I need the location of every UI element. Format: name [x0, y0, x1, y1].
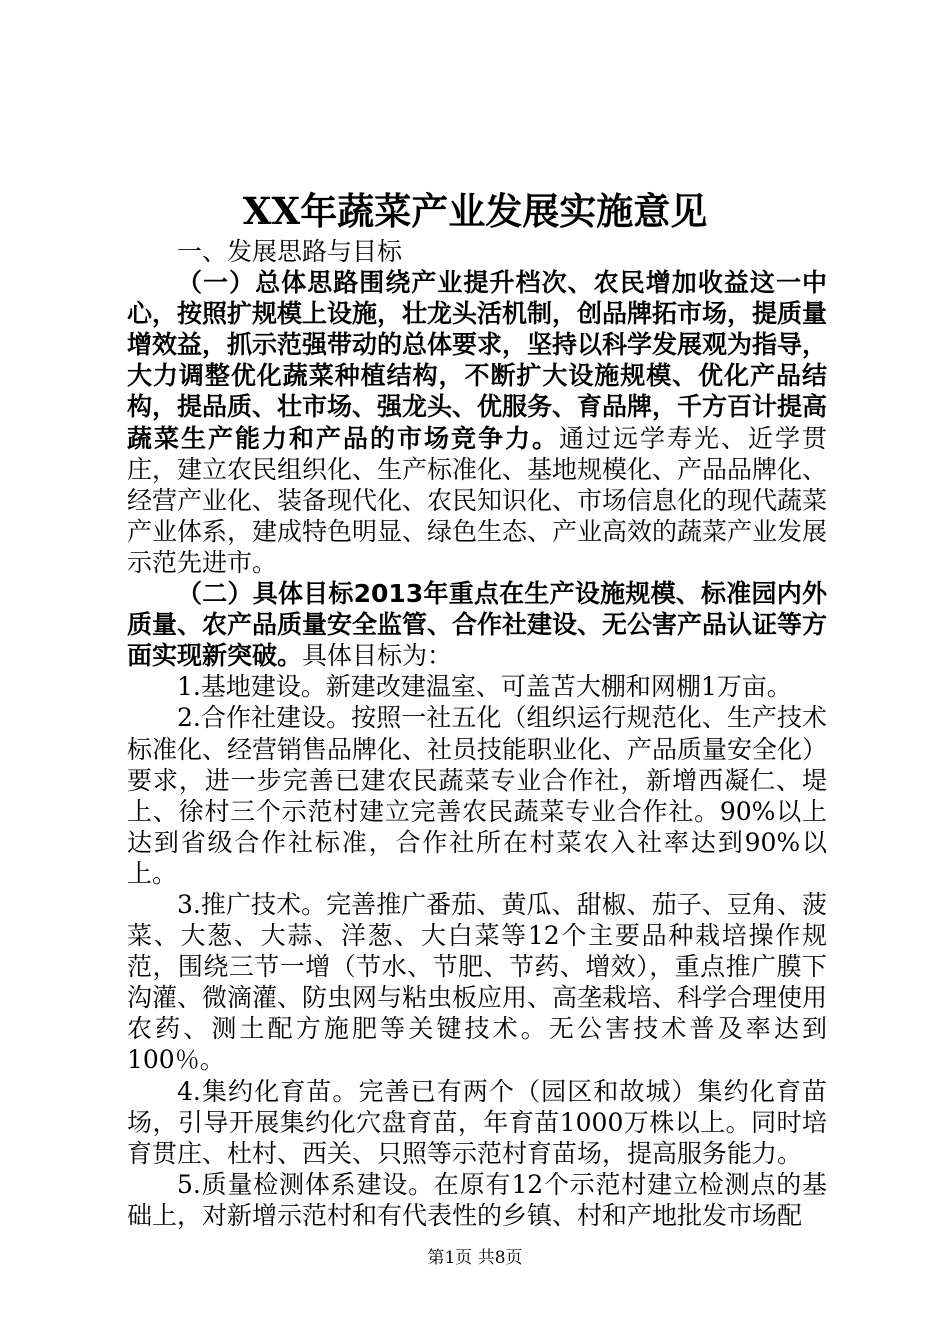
- paragraph-overall-approach-normal: 通过远学寿光、近学贯庄，建立农民组织化、生产标准化、基地规模化、产品品牌化、经营产业化、装备现代化、农民知识化、市场信息化的现代蔬菜产业体系，建成特色明显、绿色生态、产业高效的蔬菜产业发展示范先进市。: [127, 423, 828, 577]
- document-body: [127, 236, 827, 1231]
- list-item-cooperative: 2.合作社建设。按照一社五化（组织运行规范化、生产技术标准化、经营销售品牌化、社员技能职业化、产品质量安全化）要求，进一步完善已建农民蔬菜专业合作社，新增西凝仁、堤上、徐村三个示范村建立完善农民蔬菜专业合作社。90%以上达到省级合作社标准，合作社所在村菜农入社率达到90%以上。: [127, 703, 828, 888]
- list-item-quality-testing: 5.质量检测体系建设。在原有12个示范村建立检测点的基础上，对新增示范村和有代表性的乡镇、村和产地批发市场配: [127, 1169, 827, 1230]
- paragraph-overall-approach-bold: （一）总体思路围绕产业提升档次、农民增加收益这一中心，按照扩规模上设施，壮龙头活机制，创品牌拓市场，提质量增效益，抓示范强带动的总体要求，坚持以科学发展观为指导，大力调整优化蔬菜种植结构，不断扩大设施规模、优化产品结构，提品质、壮市场、强龙头、优服务、育品牌，千方百计提高蔬菜生产能力和产品的市场竞争力。: [127, 268, 828, 453]
- list-item-seedling: 4.集约化育苗。完善已有两个（园区和故城）集约化育苗场，引导开展集约化穴盘育苗，年育苗1000万株以上。同时培育贯庄、杜村、西关、只照等示范村育苗场，提高服务能力。: [127, 1076, 827, 1168]
- paragraph-overall-approach: [127, 267, 827, 578]
- list-item-base-construction: 1.基地建设。新建改建温室、可盖苫大棚和网棚1万亩。: [177, 672, 792, 702]
- section-heading: [127, 236, 827, 267]
- document-title: XX年蔬菜产业发展实施意见: [242, 189, 708, 233]
- paragraph-specific-goals-normal: 具体目标为：: [302, 641, 453, 671]
- section-heading-text: 一、发展思路与目标: [177, 237, 403, 266]
- paragraph-specific-goals: [127, 578, 827, 671]
- list-item-technology: 3.推广技术。完善推广番茄、黄瓜、甜椒、茄子、豆角、菠菜、大葱、大蒜、洋葱、大白菜等12个主要品种栽培操作规范，围绕三节一增（节水、节肥、节药、增效），重点推广膜下沟灌、微滴灌、防虫网与粘虫板应用、高垄栽培、科学合理使用农药、测土配方施肥等关键技术。无公害技术普及率达到100％。: [127, 889, 828, 1075]
- paragraph-specific-goals-bold: （二）具体目标2013年重点在生产设施规模、标准园内外质量、农产品质量安全监管、合作社建设、无公害产品认证等方面实现新突破。: [127, 579, 828, 671]
- page-footer: 第1页 共8页: [427, 1248, 523, 1268]
